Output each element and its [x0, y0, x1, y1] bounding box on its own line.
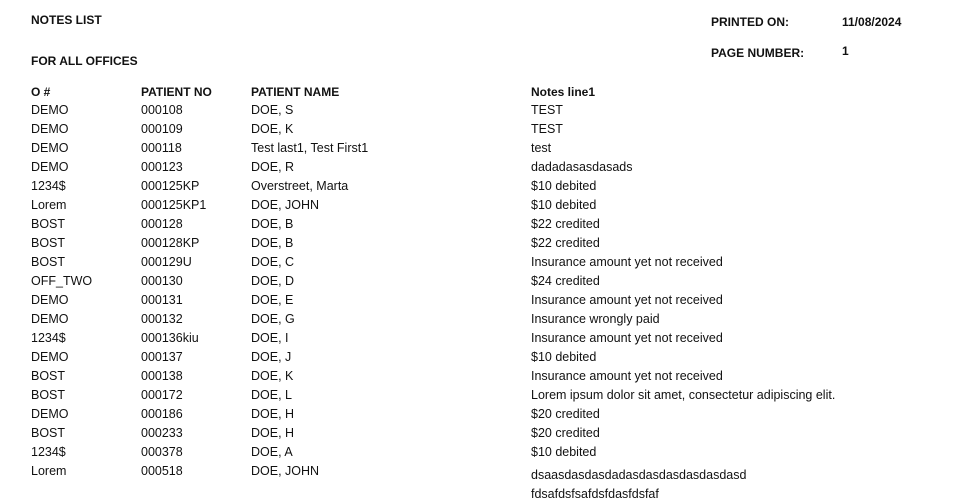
header-office: O #: [31, 85, 51, 99]
table-row: [31, 215, 931, 234]
table-row: [31, 291, 931, 310]
cell-notes: TEST: [531, 122, 563, 136]
cell-patient-name: DOE, B: [251, 236, 294, 250]
cell-patient-no: 000172: [141, 388, 183, 402]
table-row: [31, 158, 931, 177]
cell-patient-no: 000125KP: [141, 179, 200, 193]
cell-office: DEMO: [31, 350, 69, 364]
header-patient-name: PATIENT NAME: [251, 85, 340, 99]
table-row: [31, 234, 931, 253]
cell-notes: $22 credited: [531, 217, 600, 231]
table-row: [31, 139, 931, 158]
cell-office: DEMO: [31, 141, 69, 155]
cell-office: BOST: [31, 369, 66, 383]
cell-notes: Insurance amount yet not received: [531, 369, 723, 383]
cell-office: DEMO: [31, 103, 69, 117]
cell-patient-name: DOE, C: [251, 255, 295, 269]
header-patient-no: PATIENT NO: [141, 85, 212, 99]
cell-notes: Insurance amount yet not received: [531, 255, 723, 269]
cell-office: OFF_TWO: [31, 274, 93, 288]
cell-patient-no: 000118: [141, 141, 182, 155]
cell-notes: $10 debited: [531, 179, 597, 193]
cell-patient-no: 000186: [141, 407, 183, 421]
cell-notes: test: [531, 141, 552, 155]
page-number-label: PAGE NUMBER:: [711, 46, 805, 60]
table-row: [31, 310, 931, 329]
cell-notes: $24 credited: [531, 274, 600, 288]
cell-patient-name: DOE, K: [251, 122, 294, 136]
cell-patient-no: 000109: [141, 122, 183, 136]
cell-office: 1234$: [31, 331, 66, 345]
cell-patient-no: 000137: [141, 350, 183, 364]
cell-office: DEMO: [31, 122, 69, 136]
cell-notes: $22 credited: [531, 236, 600, 250]
cell-patient-no: 000123: [141, 160, 183, 174]
cell-patient-name: DOE, I: [251, 331, 289, 345]
cell-patient-no: 000136kiu: [141, 331, 199, 345]
cell-office: BOST: [31, 217, 66, 231]
cell-office: BOST: [31, 388, 66, 402]
cell-office: Lorem: [31, 464, 67, 478]
cell-notes: dadadasasdasads: [531, 160, 633, 174]
table-row: [31, 386, 931, 405]
cell-patient-no: 000128KP: [141, 236, 200, 250]
cell-patient-no: 000131: [141, 293, 183, 307]
table-header: [31, 85, 931, 101]
cell-patient-name: DOE, K: [251, 369, 294, 383]
cell-notes: $10 debited: [531, 445, 597, 459]
cell-patient-no: 000128: [141, 217, 183, 231]
cell-patient-no: 000125KP1: [141, 198, 207, 212]
printed-on-value: 11/08/2024: [842, 15, 902, 29]
table-row: [31, 424, 931, 443]
cell-office: DEMO: [31, 160, 69, 174]
cell-notes: TEST: [531, 103, 563, 117]
cell-patient-name: DOE, L: [251, 388, 292, 402]
cell-notes: $10 debited: [531, 198, 597, 212]
cell-patient-name: DOE, D: [251, 274, 295, 288]
cell-office: BOST: [31, 236, 66, 250]
cell-office: BOST: [31, 255, 66, 269]
cell-notes: $10 debited: [531, 350, 597, 364]
cell-patient-name: DOE, B: [251, 217, 294, 231]
cell-patient-no: 000378: [141, 445, 183, 459]
page-number-value: 1: [842, 44, 849, 58]
cell-patient-no: 000233: [141, 426, 183, 440]
cell-office: BOST: [31, 426, 66, 440]
cell-patient-name: Overstreet, Marta: [251, 179, 349, 193]
cell-notes-line: dsaasdasdasdadasdasdasdasdasdasd: [531, 468, 747, 482]
cell-patient-no: 000108: [141, 103, 183, 117]
report-subtitle: FOR ALL OFFICES: [31, 54, 138, 68]
cell-patient-name: DOE, S: [251, 103, 294, 117]
cell-office: 1234$: [31, 445, 66, 459]
table-row: [31, 101, 931, 120]
table-row: [31, 329, 931, 348]
notes-table-body: [31, 101, 931, 502]
table-row: [31, 272, 931, 291]
report-title: NOTES LIST: [31, 13, 102, 27]
cell-office: 1234$: [31, 179, 66, 193]
cell-patient-no: 000132: [141, 312, 183, 326]
table-row: [31, 348, 931, 367]
cell-notes-line: fdsafdsfsafdsfdasfdsfaf: [531, 487, 659, 501]
cell-office: DEMO: [31, 293, 69, 307]
table-row: [31, 120, 931, 139]
cell-patient-name: DOE, G: [251, 312, 295, 326]
cell-patient-no: 000130: [141, 274, 183, 288]
table-row: [31, 405, 931, 424]
cell-notes: Insurance wrongly paid: [531, 312, 660, 326]
cell-notes: Insurance amount yet not received: [531, 331, 723, 345]
cell-notes: $20 credited: [531, 426, 600, 440]
cell-patient-name: DOE, H: [251, 407, 295, 421]
cell-patient-name: DOE, R: [251, 160, 295, 174]
cell-patient-name: DOE, JOHN: [251, 464, 320, 478]
cell-patient-name: Test last1, Test First1: [251, 141, 369, 155]
cell-patient-no: 000138: [141, 369, 183, 383]
cell-notes: Insurance amount yet not received: [531, 293, 723, 307]
cell-office: DEMO: [31, 312, 69, 326]
table-row: [31, 253, 931, 272]
table-row: [31, 462, 931, 502]
cell-patient-no: 000129U: [141, 255, 192, 269]
cell-notes: $20 credited: [531, 407, 600, 421]
printed-on-label: PRINTED ON:: [711, 15, 789, 29]
table-row: [31, 367, 931, 386]
cell-patient-no: 000518: [141, 464, 183, 478]
header-notes: Notes line1: [531, 85, 596, 99]
cell-patient-name: DOE, JOHN: [251, 198, 320, 212]
cell-patient-name: DOE, H: [251, 426, 295, 440]
cell-notes: Lorem ipsum dolor sit amet, consectetur adipiscing elit.: [531, 388, 836, 402]
cell-patient-name: DOE, E: [251, 293, 294, 307]
cell-patient-name: DOE, J: [251, 350, 292, 364]
cell-office: DEMO: [31, 407, 69, 421]
cell-office: Lorem: [31, 198, 67, 212]
cell-patient-name: DOE, A: [251, 445, 293, 459]
table-row: [31, 443, 931, 462]
table-row: [31, 177, 931, 196]
table-row: [31, 196, 931, 215]
cell-notes: [531, 466, 746, 504]
